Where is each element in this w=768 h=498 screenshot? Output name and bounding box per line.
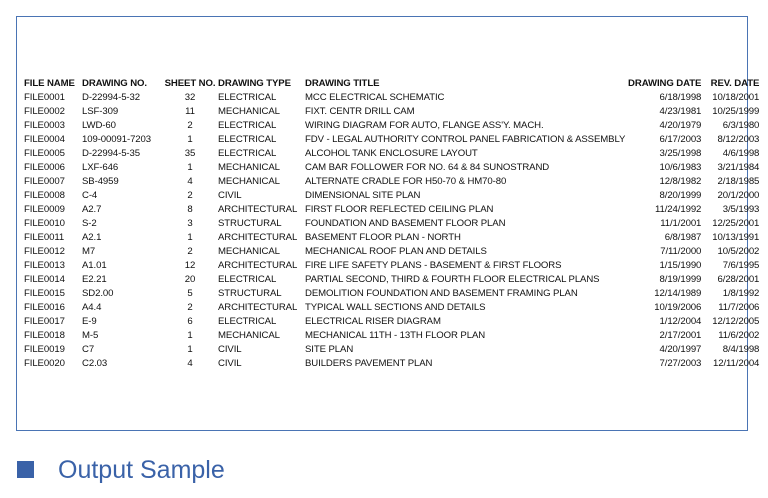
table-cell: 8 bbox=[187, 204, 193, 215]
table-header-row bbox=[24, 77, 759, 91]
table-cell: FILE0017 bbox=[24, 316, 65, 327]
table-cell: FILE0010 bbox=[24, 218, 65, 229]
table-cell: 2/18/1985 bbox=[717, 176, 760, 187]
table-row bbox=[24, 91, 759, 105]
table-cell: 4/20/1979 bbox=[659, 120, 702, 131]
table-cell: MECHANICAL bbox=[218, 330, 280, 341]
table-cell: FILE0007 bbox=[24, 176, 65, 187]
table-row bbox=[24, 315, 759, 329]
table-cell: FIXT. CENTR DRILL CAM bbox=[305, 106, 415, 117]
table-cell: D-22994-5-32 bbox=[82, 92, 140, 103]
table-cell: E2.21 bbox=[82, 274, 107, 285]
table-cell: 109-00091-7203 bbox=[82, 134, 152, 145]
table-cell: 10/13/1991 bbox=[712, 232, 760, 243]
table-cell: 4/20/1997 bbox=[659, 344, 702, 355]
table-cell: 7/27/2003 bbox=[659, 358, 702, 369]
table-cell: S-2 bbox=[82, 218, 97, 229]
table-cell: ELECTRICAL RISER DIAGRAM bbox=[305, 316, 441, 327]
table-cell: 6 bbox=[187, 316, 193, 327]
table-cell: 6/17/2003 bbox=[659, 134, 702, 145]
table-cell: 1/8/1992 bbox=[722, 288, 760, 299]
drawing-index-table bbox=[24, 77, 759, 371]
table-cell: FILE0009 bbox=[24, 204, 65, 215]
table-cell: FILE0003 bbox=[24, 120, 65, 131]
table-cell: M-5 bbox=[82, 330, 99, 341]
table-cell: FOUNDATION AND BASEMENT FLOOR PLAN bbox=[305, 218, 506, 229]
table-cell: 2 bbox=[187, 246, 193, 257]
table-cell: ARCHITECTURAL bbox=[218, 232, 298, 243]
table-cell: 5 bbox=[187, 288, 193, 299]
table-cell: 8/12/2003 bbox=[717, 134, 760, 145]
table-cell: 1/12/2004 bbox=[659, 316, 702, 327]
table-cell: 12/12/2005 bbox=[712, 316, 760, 327]
table-cell: 6/28/2001 bbox=[717, 274, 760, 285]
table-row bbox=[24, 217, 759, 231]
table-row bbox=[24, 119, 759, 133]
table-cell: ELECTRICAL bbox=[218, 274, 277, 285]
table-cell: 2 bbox=[187, 120, 193, 131]
table-cell: 4/6/1998 bbox=[722, 148, 760, 159]
table-cell: MECHANICAL ROOF PLAN AND DETAILS bbox=[305, 246, 487, 257]
table-cell: 12/8/1982 bbox=[659, 176, 702, 187]
table-cell: 4 bbox=[187, 358, 193, 369]
table-cell: FILE0001 bbox=[24, 92, 65, 103]
table-cell: FIRST FLOOR REFLECTED CEILING PLAN bbox=[305, 204, 494, 215]
table-cell: FILE0005 bbox=[24, 148, 65, 159]
table-row bbox=[24, 301, 759, 315]
table-cell: 8/20/1999 bbox=[659, 190, 702, 201]
column-header: DRAWING DATE bbox=[628, 78, 702, 89]
table-cell: A2.7 bbox=[82, 204, 102, 215]
table-row bbox=[24, 133, 759, 147]
table-cell: 11/6/2002 bbox=[718, 330, 760, 341]
table-row bbox=[24, 259, 759, 273]
table-cell: FILE0020 bbox=[24, 358, 65, 369]
table-row bbox=[24, 231, 759, 245]
table-cell: A4.4 bbox=[82, 302, 102, 313]
table-cell: STRUCTURAL bbox=[218, 218, 282, 229]
table-cell: 3 bbox=[187, 218, 193, 229]
table-cell: D-22994-5-35 bbox=[82, 148, 140, 159]
table-row bbox=[24, 343, 759, 357]
table-cell: FILE0012 bbox=[24, 246, 65, 257]
table-cell: STRUCTURAL bbox=[218, 288, 282, 299]
table-cell: ELECTRICAL bbox=[218, 148, 277, 159]
table-cell: 8/19/1999 bbox=[659, 274, 702, 285]
table-cell: SITE PLAN bbox=[305, 344, 354, 355]
table-row bbox=[24, 329, 759, 343]
table-cell: E-9 bbox=[82, 316, 97, 327]
table-cell: 10/5/2002 bbox=[717, 246, 760, 257]
table-cell: MECHANICAL bbox=[218, 246, 280, 257]
table-row bbox=[24, 357, 759, 371]
table-cell: 20/1/2000 bbox=[717, 190, 760, 201]
table-cell: M7 bbox=[82, 246, 96, 257]
table-cell: MCC ELECTRICAL SCHEMATIC bbox=[305, 92, 445, 103]
table-cell: 10/18/2001 bbox=[712, 92, 760, 103]
table-cell: 20 bbox=[184, 274, 196, 285]
table-cell: LSF-309 bbox=[82, 106, 119, 117]
table-cell: 2/17/2001 bbox=[659, 330, 702, 341]
table-cell: 10/6/1983 bbox=[659, 162, 702, 173]
table-cell: CAM BAR FOLLOWER FOR NO. 64 & 84 SUNOSTRAND bbox=[305, 162, 550, 173]
table-cell: 2 bbox=[187, 190, 193, 201]
table-cell: CIVIL bbox=[218, 358, 242, 369]
table-row bbox=[24, 245, 759, 259]
table-cell: 10/25/1999 bbox=[712, 106, 760, 117]
table-cell: ARCHITECTURAL bbox=[218, 260, 298, 271]
table-cell: MECHANICAL 11TH - 13TH FLOOR PLAN bbox=[305, 330, 486, 341]
table-cell: TYPICAL WALL SECTIONS AND DETAILS bbox=[305, 302, 486, 313]
table-cell: 1 bbox=[187, 344, 193, 355]
table-cell: 4 bbox=[187, 176, 193, 187]
table-cell: 12/11/2004 bbox=[712, 358, 760, 369]
column-header: SHEET NO. bbox=[164, 78, 216, 89]
table-cell: C-4 bbox=[82, 190, 98, 201]
table-cell: FILE0013 bbox=[24, 260, 65, 271]
table-cell: LWD-60 bbox=[82, 120, 116, 131]
table-cell: 11/24/1992 bbox=[654, 204, 702, 215]
table-cell: 12 bbox=[184, 260, 196, 271]
table-cell: 1 bbox=[187, 232, 193, 243]
table-cell: ELECTRICAL bbox=[218, 92, 277, 103]
table-cell: ARCHITECTURAL bbox=[218, 302, 298, 313]
table-cell: 35 bbox=[184, 148, 196, 159]
table-cell: FILE0002 bbox=[24, 106, 65, 117]
table-cell: ALTERNATE CRADLE FOR H50-70 & HM70-80 bbox=[305, 176, 507, 187]
table-cell: MECHANICAL bbox=[218, 176, 280, 187]
table-row bbox=[24, 203, 759, 217]
table-cell: C2.03 bbox=[82, 358, 108, 369]
table-row bbox=[24, 273, 759, 287]
table-row bbox=[24, 161, 759, 175]
table-cell: SB-4959 bbox=[82, 176, 119, 187]
table-cell: 1 bbox=[187, 162, 193, 173]
table-cell: 11 bbox=[185, 106, 195, 117]
table-cell: FILE0004 bbox=[24, 134, 65, 145]
table-cell: MECHANICAL bbox=[218, 162, 280, 173]
table-cell: CIVIL bbox=[218, 190, 242, 201]
table-cell: FILE0018 bbox=[24, 330, 65, 341]
table-cell: FDV - LEGAL AUTHORITY CONTROL PANEL FABRICATION & ASSEMBLY bbox=[305, 134, 626, 145]
table-cell: FILE0015 bbox=[24, 288, 65, 299]
table-row bbox=[24, 105, 759, 119]
table-row bbox=[24, 147, 759, 161]
column-header: DRAWING TYPE bbox=[218, 78, 291, 89]
table-row bbox=[24, 287, 759, 301]
table-cell: BUILDERS PAVEMENT PLAN bbox=[305, 358, 433, 369]
table-cell: FILE0008 bbox=[24, 190, 65, 201]
caption: Output Sample bbox=[58, 456, 225, 484]
table-cell: 7/11/2000 bbox=[660, 246, 702, 257]
table-cell: LXF-646 bbox=[82, 162, 119, 173]
table-cell: ELECTRICAL bbox=[218, 120, 277, 131]
table-cell: 6/18/1998 bbox=[659, 92, 702, 103]
table-cell: FILE0006 bbox=[24, 162, 65, 173]
table-cell: A2.1 bbox=[82, 232, 102, 243]
table-cell: ELECTRICAL bbox=[218, 134, 277, 145]
table-cell: ELECTRICAL bbox=[218, 316, 277, 327]
table-cell: FILE0019 bbox=[24, 344, 65, 355]
table-cell: 1 bbox=[187, 330, 193, 341]
table-cell: 1 bbox=[187, 134, 193, 145]
table-cell: 6/8/1987 bbox=[664, 232, 702, 243]
table-cell: 7/6/1995 bbox=[722, 260, 760, 271]
bullet-square-icon bbox=[17, 461, 34, 478]
table-cell: 2 bbox=[187, 302, 193, 313]
table-cell: ARCHITECTURAL bbox=[218, 204, 298, 215]
table-cell: SD2.00 bbox=[82, 288, 114, 299]
table-cell: 12/14/1989 bbox=[654, 288, 702, 299]
table-cell: 3/25/1998 bbox=[659, 148, 702, 159]
table-cell: WIRING DIAGRAM FOR AUTO, FLANGE ASS'Y. MACH. bbox=[305, 120, 544, 131]
table-cell: DIMENSIONAL SITE PLAN bbox=[305, 190, 421, 201]
table-cell: 4/23/1981 bbox=[659, 106, 702, 117]
table-cell: 12/25/2001 bbox=[712, 218, 760, 229]
table-cell: 6/3/1980 bbox=[722, 120, 760, 131]
table-cell: FILE0011 bbox=[24, 232, 65, 243]
column-header: FILE NAME bbox=[24, 78, 75, 89]
table-cell: 3/5/1993 bbox=[722, 204, 760, 215]
table-cell: 3/21/1984 bbox=[717, 162, 760, 173]
table-cell: CIVIL bbox=[218, 344, 242, 355]
table-cell: C7 bbox=[82, 344, 95, 355]
table-cell: FILE0014 bbox=[24, 274, 65, 285]
table-cell: A1.01 bbox=[82, 260, 107, 271]
table-cell: FIRE LIFE SAFETY PLANS - BASEMENT & FIRST FLOORS bbox=[305, 260, 562, 271]
table-cell: FILE0016 bbox=[24, 302, 65, 313]
table-row bbox=[24, 175, 759, 189]
table-cell: 11/1/2001 bbox=[660, 218, 702, 229]
column-header: DRAWING TITLE bbox=[305, 78, 380, 89]
table-cell: BASEMENT FLOOR PLAN - NORTH bbox=[305, 232, 461, 243]
table-cell: 32 bbox=[184, 92, 196, 103]
table-cell: MECHANICAL bbox=[218, 106, 280, 117]
table-cell: PARTIAL SECOND, THIRD & FOURTH FLOOR ELECTRICAL PLANS bbox=[305, 274, 600, 285]
table-row bbox=[24, 189, 759, 203]
table-cell: 8/4/1998 bbox=[722, 344, 760, 355]
column-header: REV. DATE bbox=[710, 78, 760, 89]
column-header: DRAWING NO. bbox=[82, 78, 147, 89]
table-cell: ALCOHOL TANK ENCLOSURE LAYOUT bbox=[305, 148, 478, 159]
table-cell: 11/7/2006 bbox=[718, 302, 760, 313]
table-cell: 10/19/2006 bbox=[654, 302, 702, 313]
table-cell: DEMOLITION FOUNDATION AND BASEMENT FRAMING PLAN bbox=[305, 288, 578, 299]
table-cell: 1/15/1990 bbox=[659, 260, 702, 271]
